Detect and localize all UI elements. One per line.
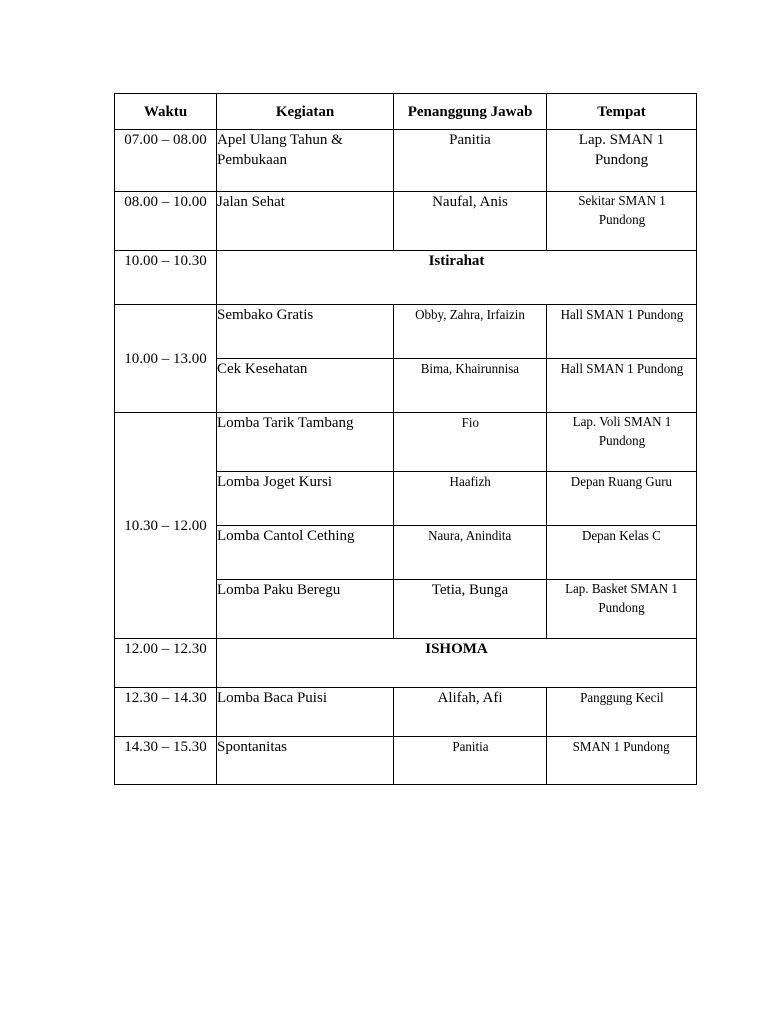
cell-tempat <box>547 580 697 639</box>
cell-tempat-text: Hall SMAN 1 Pundong <box>560 362 683 377</box>
cell-tempat <box>547 526 697 580</box>
cell-break-ishoma: ISHOMA <box>217 639 697 688</box>
cell-penanggung-jawab <box>394 359 547 413</box>
cell-tempat <box>547 305 697 359</box>
table-row-break <box>115 251 697 305</box>
cell-waktu: 12.00 – 12.30 <box>115 639 217 688</box>
cell-tempat-text: Lap. Basket SMAN 1 Pundong <box>565 582 678 616</box>
header-penanggung-jawab: Penanggung Jawab <box>394 94 547 130</box>
cell-tempat <box>547 472 697 526</box>
cell-penanggung-jawab <box>394 305 547 359</box>
cell-penanggung-jawab <box>394 737 547 785</box>
table-header-row <box>115 94 697 130</box>
cell-tempat-text: Sekitar SMAN 1 Pundong <box>577 194 666 228</box>
cell-tempat-text: Lap. Voli SMAN 1 Pundong <box>572 415 671 449</box>
cell-waktu: 08.00 – 10.00 <box>115 192 217 251</box>
cell-tempat-text: Depan Ruang Guru <box>570 475 673 490</box>
cell-pj-text: Panitia <box>451 740 489 755</box>
cell-pj-text: Naura, Anindita <box>428 529 512 544</box>
table-row <box>115 688 697 737</box>
cell-kegiatan: Lomba Joget Kursi <box>217 472 394 526</box>
header-kegiatan: Kegiatan <box>217 94 394 130</box>
cell-penanggung-jawab <box>394 413 547 472</box>
cell-waktu: 10.00 – 13.00 <box>115 305 217 413</box>
cell-penanggung-jawab: Naufal, Anis <box>394 192 547 251</box>
table-row-break <box>115 639 697 688</box>
cell-tempat-text: Depan Kelas C <box>582 529 661 544</box>
cell-pj-text: Obby, Zahra, Irfaizin <box>415 308 525 323</box>
cell-tempat-text: Hall SMAN 1 Pundong <box>560 308 683 323</box>
cell-kegiatan: Sembako Gratis <box>217 305 394 359</box>
schedule-table <box>114 93 697 785</box>
header-tempat: Tempat <box>547 94 697 130</box>
cell-penanggung-jawab: Alifah, Afi <box>394 688 547 737</box>
cell-tempat <box>547 413 697 472</box>
table-row <box>115 305 697 359</box>
table-row <box>115 192 697 251</box>
cell-penanggung-jawab: Panitia <box>394 130 547 192</box>
cell-waktu: 14.30 – 15.30 <box>115 737 217 785</box>
cell-tempat-text: Panggung Kecil <box>579 691 664 706</box>
cell-tempat: Lap. SMAN 1 Pundong <box>547 130 697 192</box>
cell-kegiatan: Lomba Paku Beregu <box>217 580 394 639</box>
cell-penanggung-jawab <box>394 526 547 580</box>
cell-kegiatan: Lomba Tarik Tambang <box>217 413 394 472</box>
cell-penanggung-jawab: Tetia, Bunga <box>394 580 547 639</box>
cell-kegiatan: Jalan Sehat <box>217 192 394 251</box>
cell-tempat <box>547 737 697 785</box>
cell-pj-text: Bima, Khairunnisa <box>420 362 520 377</box>
cell-kegiatan: Cek Kesehatan <box>217 359 394 413</box>
cell-pj-text: Fio <box>461 416 479 431</box>
cell-tempat <box>547 359 697 413</box>
table-row <box>115 737 697 785</box>
cell-waktu: 07.00 – 08.00 <box>115 130 217 192</box>
cell-break-istirahat: Istirahat <box>217 251 697 305</box>
table-row <box>115 413 697 472</box>
table-row <box>115 130 697 192</box>
cell-tempat <box>547 192 697 251</box>
cell-waktu: 10.00 – 10.30 <box>115 251 217 305</box>
cell-kegiatan: Lomba Baca Puisi <box>217 688 394 737</box>
cell-kegiatan: Lomba Cantol Cething <box>217 526 394 580</box>
cell-waktu: 10.30 – 12.00 <box>115 413 217 639</box>
cell-penanggung-jawab <box>394 472 547 526</box>
cell-waktu: 12.30 – 14.30 <box>115 688 217 737</box>
cell-pj-text: Haafizh <box>449 475 491 490</box>
cell-kegiatan: Apel Ulang Tahun & Pembukaan <box>217 130 394 192</box>
cell-tempat-text: SMAN 1 Pundong <box>573 740 670 755</box>
header-waktu: Waktu <box>115 94 217 130</box>
cell-tempat <box>547 688 697 737</box>
cell-kegiatan: Spontanitas <box>217 737 394 785</box>
